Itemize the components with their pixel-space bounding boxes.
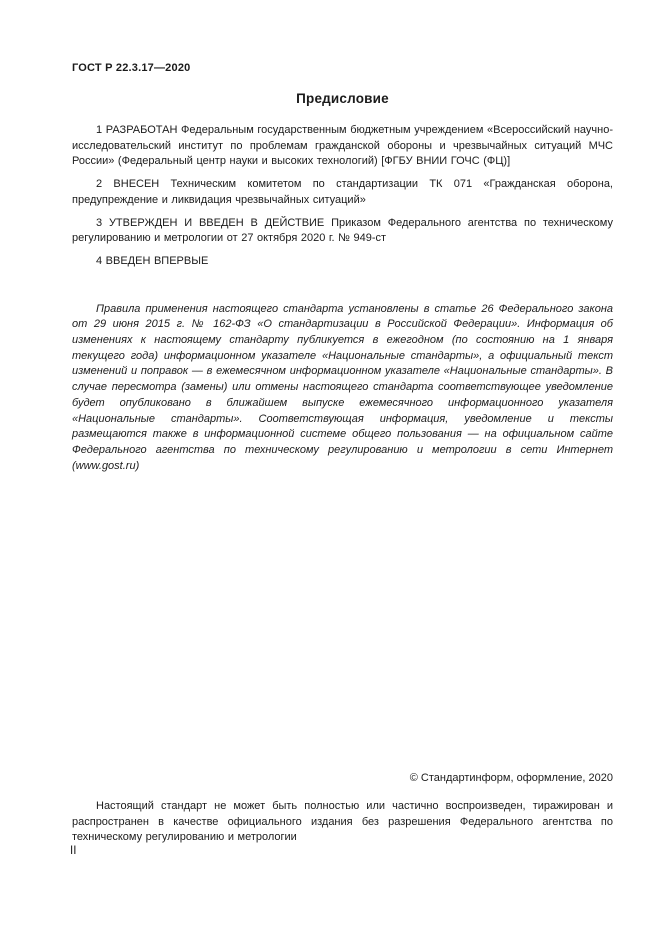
doc-code: ГОСТ Р 22.3.17—2020 <box>72 62 191 74</box>
legal-notice: Правила применения настоящего стандарта установлены в статье 26 Федерального закона от 29 июня 2015 г. № 162-ФЗ «О стандартизации в Российской Федерации». Информация об изменениях к настоящему стандарту публикуется в ежегодном (по состоянию на 1 января текущего года) информационном указателе «Национальные стандарты», а официальный текст изменений и поправок — в ежемесячном информационном указателе «Национальные стандарты». В случае пересмотра (замены) или отмены настоящего стандарта соответствующее уведомление будет опубликовано в ближайшем выпуске ежемесячного информационного указателя «Национальные стандарты». Соответствующая информация, уведомление и тексты размещаются также в информационной системе общего пользования — на официальном сайте Федерального агентства по техническому регулированию и метрологии в сети Интернет (www.gost.ru) <box>72 302 613 472</box>
foreword-item-1: 1 РАЗРАБОТАН Федеральным государственным бюджетным учреждением «Всероссийский научно-исследовательский институт по проблемам гражданской обороны и чрезвычайных ситуаций МЧС России» (Федеральный центр науки и высоких технологий) [ФГБУ ВНИИ ГОЧС (ФЦ)] <box>72 124 613 168</box>
page-title: Предисловие <box>296 91 389 106</box>
reproduction-notice: Настоящий стандарт не может быть полностью или частично воспроизведен, тиражирован и распространен в качестве официального издания без разрешения Федерального агентства по техническому регулированию и метрологии <box>72 800 613 844</box>
foreword-item-2: 2 ВНЕСЕН Техническим комитетом по стандартизации ТК 071 «Гражданская оборона, предупреждение и ликвидация чрезвычайных ситуаций» <box>72 178 613 206</box>
foreword-item-4: 4 ВВЕДЕН ВПЕРВЫЕ <box>96 254 209 267</box>
copyright-notice: © Стандартинформ, оформление, 2020 <box>409 772 613 784</box>
foreword-item-3: 3 УТВЕРЖДЕН И ВВЕДЕН В ДЕЙСТВИЕ Приказом Федерального агентства по техническому регулированию и метрологии от 27 октября 2020 г. № 949-ст <box>72 216 613 245</box>
page-number: II <box>70 845 77 857</box>
